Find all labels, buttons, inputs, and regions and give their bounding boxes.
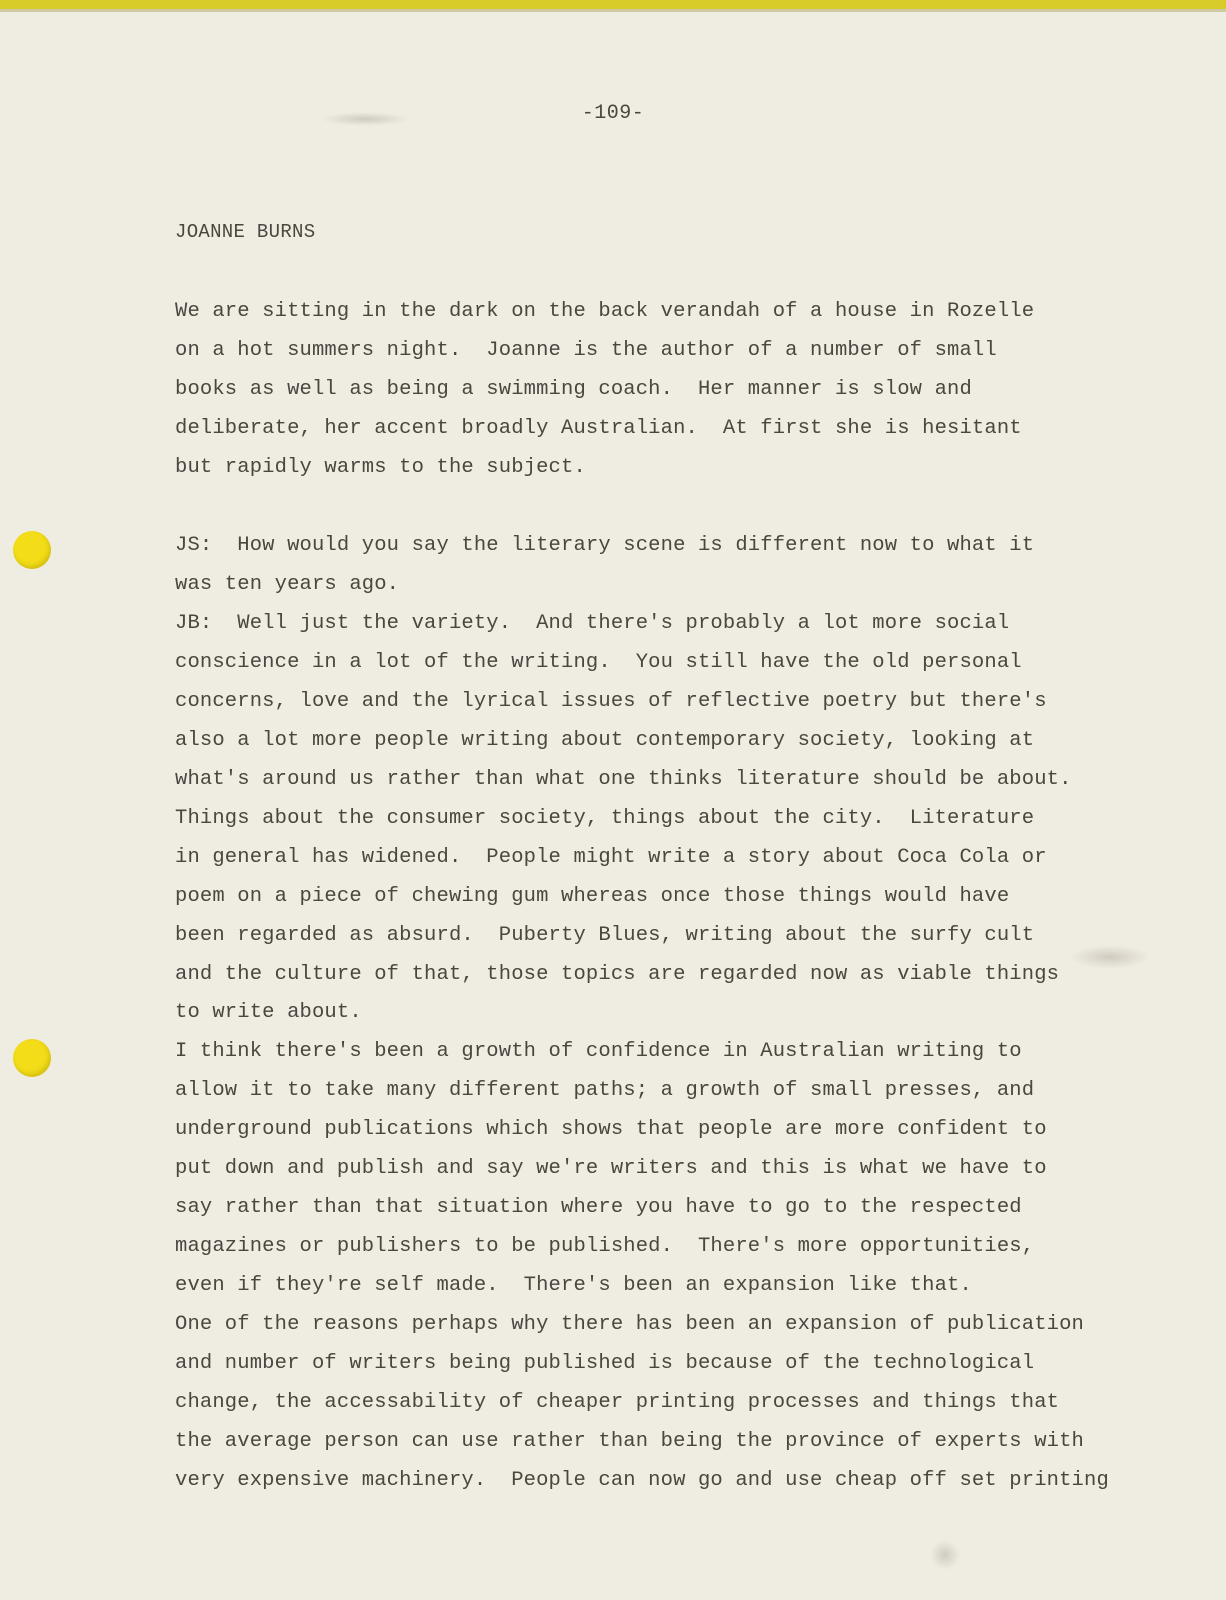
paper-smudge: [930, 1540, 960, 1570]
dialogue-line: even if they're self made. There's been an expansion like that.: [175, 1274, 972, 1297]
binder-dot-upper: [13, 531, 51, 569]
dialogue-line: was ten years ago.: [175, 573, 400, 596]
dialogue-line: very expensive machinery. People can now go and use cheap off set printing: [175, 1469, 1109, 1492]
dialogue-line: say rather than that situation where you have to go to the respected: [175, 1196, 1022, 1219]
dialogue-line: what's around us rather than what one thinks literature should be about.: [175, 768, 1072, 791]
dialogue-line: and the culture of that, those topics are regarded now as viable things: [175, 963, 1060, 986]
dialogue-line: been regarded as absurd. Puberty Blues, writing about the surfy cult: [175, 924, 1035, 947]
dialogue-line: in general has widened. People might write a story about Coca Cola or: [175, 846, 1047, 869]
dialogue-line: allow it to take many different paths; a growth of small presses, and: [175, 1079, 1035, 1102]
intro-line: books as well as being a swimming coach. Her manner is slow and: [175, 378, 972, 401]
dialogue-line: I think there's been a growth of confidence in Australian writing to: [175, 1040, 1022, 1063]
dialogue-line: conscience in a lot of the writing. You still have the old personal: [175, 651, 1022, 674]
binder-dot-lower: [13, 1039, 51, 1077]
page-top-edge-shadow: [0, 9, 1226, 12]
dialogue-line: put down and publish and say we're writers and this is what we have to: [175, 1157, 1047, 1180]
dialogue-line: also a lot more people writing about contemporary society, looking at: [175, 729, 1035, 752]
page-top-edge: [0, 0, 1226, 9]
dialogue-line: to write about.: [175, 1001, 362, 1024]
intro-line: deliberate, her accent broadly Australian. At first she is hesitant: [175, 417, 1022, 440]
interview-heading: JOANNE BURNS: [175, 221, 316, 243]
dialogue-line: change, the accessability of cheaper printing processes and things that: [175, 1391, 1060, 1414]
dialogue-line: JB: Well just the variety. And there's probably a lot more social: [175, 612, 1010, 635]
dialogue-line: the average person can use rather than being the province of experts with: [175, 1430, 1084, 1453]
dialogue-line: poem on a piece of chewing gum whereas once those things would have: [175, 885, 1010, 908]
intro-line: We are sitting in the dark on the back verandah of a house in Rozelle: [175, 300, 1035, 323]
intro-line: on a hot summers night. Joanne is the author of a number of small: [175, 339, 997, 362]
dialogue-line: and number of writers being published is because of the technological: [175, 1352, 1035, 1375]
page-number: -109-: [581, 102, 645, 125]
dialogue-line: Things about the consumer society, things about the city. Literature: [175, 807, 1035, 830]
dialogue-line: concerns, love and the lyrical issues of reflective poetry but there's: [175, 690, 1047, 713]
dialogue-line: One of the reasons perhaps why there has been an expansion of publication: [175, 1313, 1084, 1336]
dialogue-line: JS: How would you say the literary scene is different now to what it: [175, 534, 1035, 557]
intro-line: but rapidly warms to the subject.: [175, 456, 586, 479]
dialogue-line: underground publications which shows that people are more confident to: [175, 1118, 1047, 1141]
dialogue-line: magazines or publishers to be published. There's more opportunities,: [175, 1235, 1035, 1258]
paper-smudge: [1070, 945, 1150, 969]
